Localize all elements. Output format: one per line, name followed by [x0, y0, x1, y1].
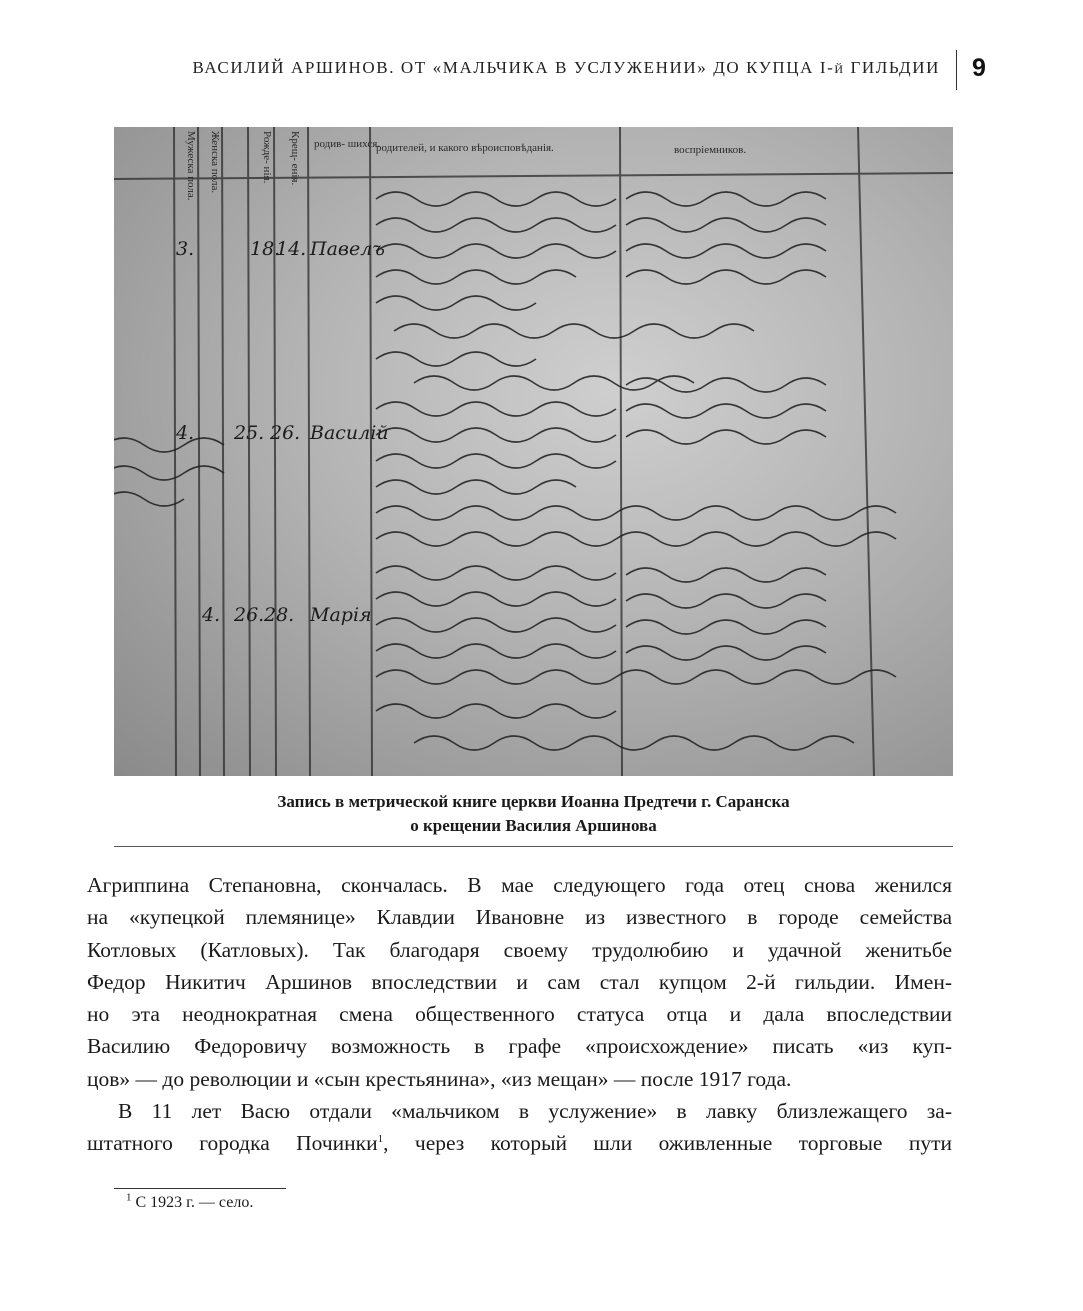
entry-1-born: 18. — [250, 238, 281, 260]
handwritten-ledger-illustration — [114, 127, 953, 776]
entry-2-born: 25. — [234, 422, 265, 444]
footnote-marker: 1 — [126, 1191, 132, 1204]
entry-1-baptized: 14. — [276, 238, 307, 260]
caption-divider — [114, 846, 953, 847]
metric-book-record-photo — [114, 127, 953, 776]
caption-line-1: Запись в метрической книге церкви Иоанна Предтечи г. Саранска — [277, 792, 790, 811]
body-text — [87, 869, 952, 1160]
paragraph-2-text-b: , через который шли оживленные торговые пути — [383, 1131, 952, 1156]
header-divider — [956, 50, 957, 90]
entry-3-name: Марія — [310, 604, 372, 626]
col-header-parents: родителей, и какого вѣроисповѣданія. — [376, 142, 554, 154]
footnote-divider — [114, 1188, 286, 1189]
figure-caption — [114, 790, 953, 838]
paragraph-2-text-a: штатного городка Починки — [87, 1131, 378, 1156]
paragraph-1-line-3: Котловых (Катловых). Так благодаря своему трудолюбию и удачной женитьбе — [87, 937, 952, 962]
paragraph-2-line-2 — [87, 1127, 952, 1159]
entry-3-female: 4. — [202, 604, 221, 626]
paragraph-1-line-1: Агриппина Степановна, скончалась. В мае следующего года отец снова женился — [87, 873, 952, 897]
paragraph-1-line-7: цов» — до революции и «сын крестьянина», «из мещан» — после 1917 года. — [87, 1066, 792, 1091]
running-title: ВАСИЛИЙ АРШИНОВ. ОТ «МАЛЬЧИКА В УСЛУЖЕНИИ» ДО КУПЦА I-й ГИЛЬДИИ — [192, 58, 940, 77]
footnote — [126, 1191, 254, 1212]
page-number: 9 — [972, 54, 986, 82]
entry-3-born: 26. — [234, 604, 265, 626]
col-header-female: Женска пола. — [209, 131, 221, 194]
paragraph-2-line-1: В 11 лет Васю отдали «мальчиком в услужение» в лавку близлежащего за- — [118, 1099, 952, 1124]
paragraph-1-line-5: но эта неоднократная смена общественного статуса отца и дала впоследствии — [87, 1002, 952, 1027]
paragraph-1-line-2: на «купецкой племянице» Клавдии Ивановне из известного в городе семейства — [87, 905, 952, 930]
col-header-baptism: Крещ- енія. — [289, 131, 301, 186]
entry-2-baptized: 26. — [270, 422, 301, 444]
col-header-male: Мужеска пола. — [185, 131, 197, 201]
entry-1-name: Павелъ — [310, 238, 385, 260]
col-header-names: родив- шихся. — [314, 138, 381, 150]
col-header-birth: Рожде- нія. — [261, 131, 273, 184]
entry-2-name: Василій — [310, 422, 389, 444]
paragraph-1-line-4: Федор Никитич Аршинов впоследствии и сам стал купцом 2-й гильдии. Имен- — [87, 969, 952, 994]
footnote-reference[interactable]: 1 — [377, 1133, 384, 1146]
col-header-godparents: воспріемников. — [674, 144, 747, 156]
entry-2-male: 4. — [176, 422, 195, 444]
footnote-text: С 1923 г. — село. — [131, 1194, 254, 1211]
paragraph-1-line-6: Василию Федоровичу возможность в графе «происхождение» писать «из куп- — [87, 1034, 952, 1059]
entry-3-baptized: 28. — [264, 604, 295, 626]
entry-1-male: 3. — [176, 238, 195, 260]
caption-line-2: о крещении Василия Аршинова — [410, 816, 657, 835]
